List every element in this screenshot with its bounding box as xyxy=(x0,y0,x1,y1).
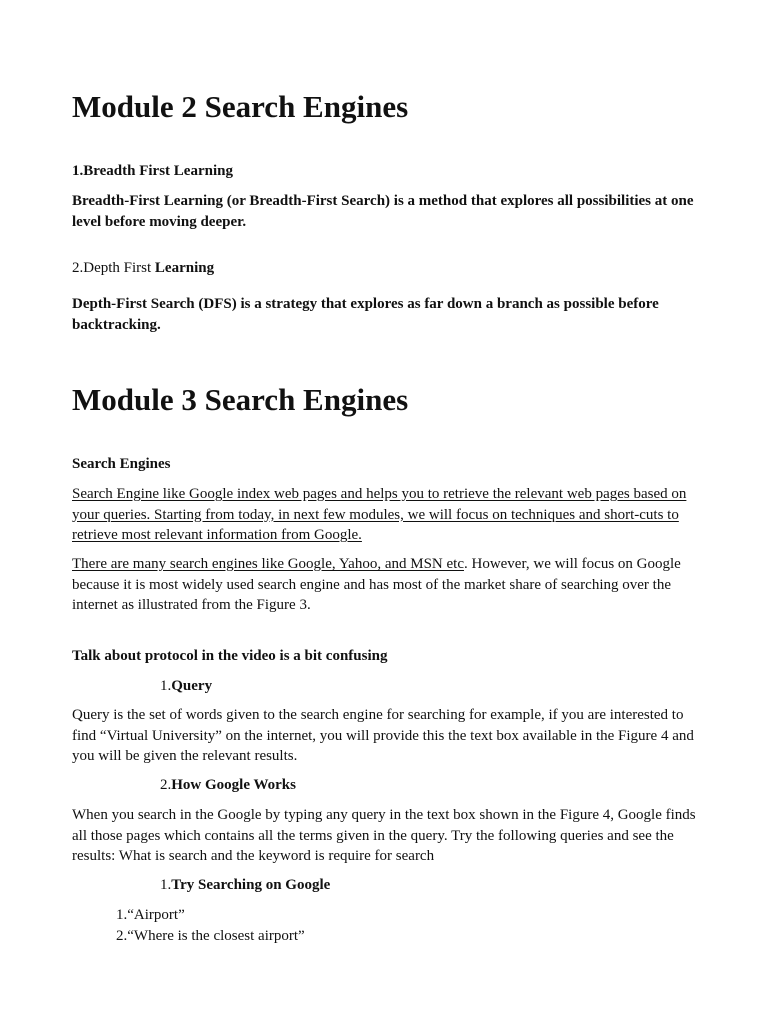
module-3-title: Module 3 Search Engines xyxy=(72,382,409,417)
search-engines-heading: Search Engines xyxy=(72,456,171,472)
try-searching-number: 1. xyxy=(160,877,172,893)
depth-first-paragraph: Depth-First Search (DFS) is a strategy that explores as far down a branch as possible before backtracking. xyxy=(72,296,659,333)
search-engine-paragraph: Search Engine like Google index web pages and helps you to retrieve the relevant web pages based on your queries. Starting from today, in next few modules, we will focus on techniques and short-cuts to retrieve most relevant information from Google. xyxy=(72,486,687,543)
protocol-heading: Talk about protocol in the video is a bit confusing xyxy=(72,648,388,664)
example-query-item: 2.“Where is the closest airport” xyxy=(116,927,305,944)
many-search-engines-underlined: There are many search engines like Google, Yahoo, and MSN etc xyxy=(72,556,464,572)
query-paragraph: Query is the set of words given to the search engine for searching for example, if you are interested to find “Virtual University” on the internet, you will provide this the text box available in the Figure 4 and you will be given the relevant results. xyxy=(72,707,694,764)
many-search-engines-paragraph xyxy=(72,554,698,616)
query-heading xyxy=(160,676,212,697)
breadth-first-paragraph: Breadth-First Learning (or Breadth-First Search) is a method that explores all possibilities at one level before moving deeper. xyxy=(72,193,694,230)
depth-first-heading-bold: Learning xyxy=(154,260,215,276)
how-google-works-label: How Google Works xyxy=(171,777,296,793)
example-query-list xyxy=(116,905,305,946)
how-google-works-paragraph: When you search in the Google by typing any query in the text box shown in the Figure 4, Google finds all those pages which contains all the terms given in the query. Try the following queries and see the results: What is search and the keyword is require for search xyxy=(72,807,696,864)
breadth-first-heading: 1.Breadth First Learning xyxy=(72,163,233,179)
example-query-item: 1.“Airport” xyxy=(116,907,185,923)
how-google-works-heading xyxy=(160,775,296,796)
how-google-works-number: 2. xyxy=(160,777,172,793)
depth-first-heading xyxy=(72,258,214,279)
query-label: Query xyxy=(171,678,213,694)
try-searching-label: Try Searching on Google xyxy=(171,877,331,893)
many-search-engines-rest: . However, we will focus on Google because it is most widely used search engine and has most of the market share of searching over the internet as illustrated from the Figure 3. xyxy=(72,556,681,613)
module-2-title: Module 2 Search Engines xyxy=(72,89,409,124)
try-searching-heading xyxy=(160,875,330,896)
query-number: 1. xyxy=(160,678,172,694)
depth-first-heading-plain: 2.Depth First xyxy=(72,260,155,276)
